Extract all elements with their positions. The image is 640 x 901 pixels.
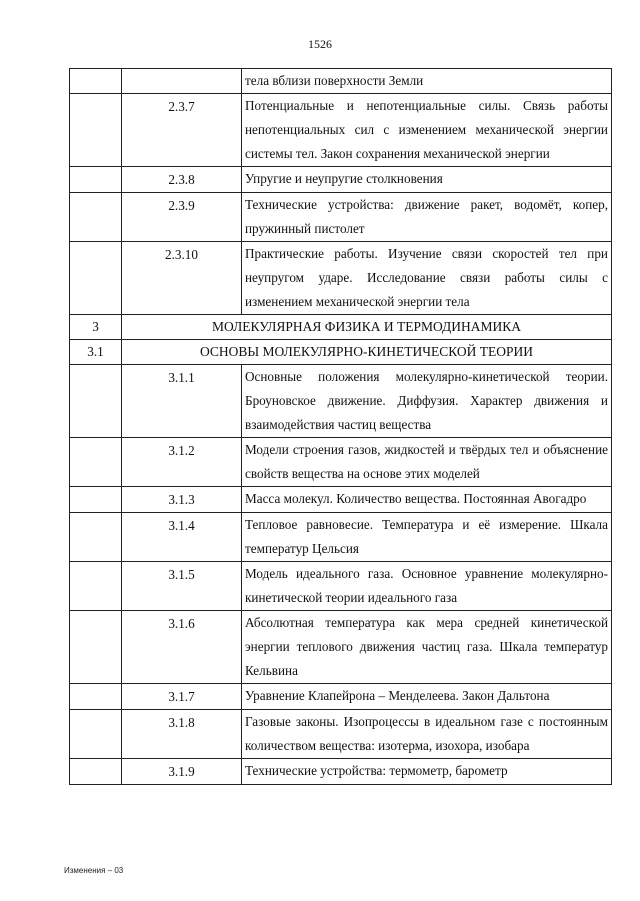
table-row bbox=[70, 513, 612, 562]
table-row bbox=[70, 365, 612, 438]
table-row bbox=[70, 193, 612, 242]
empty-cell bbox=[70, 487, 122, 513]
item-description: тела вблизи поверхности Земли bbox=[242, 69, 612, 94]
item-description: Потенциальные и непотенциальные силы. Связь работы непотенциальных сил с изменением механической энергии системы тел. Закон сохранения механической энергии bbox=[242, 94, 612, 167]
item-number: 2.3.7 bbox=[122, 94, 242, 167]
empty-cell bbox=[70, 513, 122, 562]
table-row bbox=[70, 759, 612, 785]
section-number: 3 bbox=[70, 315, 122, 340]
item-description: Газовые законы. Изопроцессы в идеальном газе с постоянным количеством вещества: изотерма, изохора, изобара bbox=[242, 710, 612, 759]
empty-cell bbox=[70, 193, 122, 242]
table-row bbox=[70, 562, 612, 611]
table-row bbox=[70, 94, 612, 167]
item-number: 2.3.10 bbox=[122, 242, 242, 315]
item-number: 3.1.8 bbox=[122, 710, 242, 759]
empty-cell bbox=[70, 69, 122, 94]
section-b-body bbox=[70, 365, 612, 785]
section-a-body bbox=[70, 69, 612, 315]
table-row bbox=[70, 611, 612, 684]
item-description: Модели строения газов, жидкостей и твёрдых тел и объяснение свойств вещества на основе этих моделей bbox=[242, 438, 612, 487]
item-description: Технические устройства: термометр, барометр bbox=[242, 759, 612, 785]
curriculum-table bbox=[69, 68, 612, 785]
item-number: 3.1.9 bbox=[122, 759, 242, 785]
empty-cell bbox=[70, 684, 122, 710]
section-title: МОЛЕКУЛЯРНАЯ ФИЗИКА И ТЕРМОДИНАМИКА bbox=[122, 315, 612, 340]
empty-cell bbox=[70, 94, 122, 167]
empty-cell bbox=[70, 365, 122, 438]
subsection-title: ОСНОВЫ МОЛЕКУЛЯРНО-КИНЕТИЧЕСКОЙ ТЕОРИИ bbox=[122, 340, 612, 365]
subsection-number: 3.1 bbox=[70, 340, 122, 365]
item-number: 2.3.9 bbox=[122, 193, 242, 242]
item-number bbox=[122, 69, 242, 94]
item-number: 3.1.2 bbox=[122, 438, 242, 487]
footer-revision-note: Изменения – 03 bbox=[64, 866, 124, 875]
item-number: 3.1.4 bbox=[122, 513, 242, 562]
empty-cell bbox=[70, 562, 122, 611]
table-row bbox=[70, 438, 612, 487]
item-description: Уравнение Клапейрона – Менделеева. Закон Дальтона bbox=[242, 684, 612, 710]
table-row bbox=[70, 69, 612, 94]
item-number: 3.1.3 bbox=[122, 487, 242, 513]
heading-row-main bbox=[70, 315, 612, 340]
item-description: Упругие и неупругие столкновения bbox=[242, 167, 612, 193]
empty-cell bbox=[70, 611, 122, 684]
table-row bbox=[70, 242, 612, 315]
page-number: 1526 bbox=[308, 37, 332, 51]
item-number: 3.1.6 bbox=[122, 611, 242, 684]
table-row bbox=[70, 684, 612, 710]
item-number: 3.1.1 bbox=[122, 365, 242, 438]
item-description: Практические работы. Изучение связи скоростей тел при неупругом ударе. Исследование связи работы силы с изменением механической энергии тела bbox=[242, 242, 612, 315]
item-description: Абсолютная температура как мера средней кинетической энергии теплового движения частиц газа. Шкала температур Кельвина bbox=[242, 611, 612, 684]
table-row bbox=[70, 487, 612, 513]
item-number: 3.1.5 bbox=[122, 562, 242, 611]
item-description: Тепловое равновесие. Температура и её измерение. Шкала температур Цельсия bbox=[242, 513, 612, 562]
empty-cell bbox=[70, 167, 122, 193]
item-description: Модель идеального газа. Основное уравнение молекулярно-кинетической теории идеального газа bbox=[242, 562, 612, 611]
item-number: 2.3.8 bbox=[122, 167, 242, 193]
heading-row-sub bbox=[70, 340, 612, 365]
item-description: Технические устройства: движение ракет, водомёт, копер, пружинный пистолет bbox=[242, 193, 612, 242]
item-number: 3.1.7 bbox=[122, 684, 242, 710]
section-headings bbox=[70, 315, 612, 365]
empty-cell bbox=[70, 759, 122, 785]
table-row bbox=[70, 710, 612, 759]
empty-cell bbox=[70, 710, 122, 759]
item-description: Основные положения молекулярно-кинетической теории. Броуновское движение. Диффузия. Характер движения и взаимодействия частиц вещества bbox=[242, 365, 612, 438]
item-description: Масса молекул. Количество вещества. Постоянная Авогадро bbox=[242, 487, 612, 513]
table-row bbox=[70, 167, 612, 193]
empty-cell bbox=[70, 438, 122, 487]
empty-cell bbox=[70, 242, 122, 315]
